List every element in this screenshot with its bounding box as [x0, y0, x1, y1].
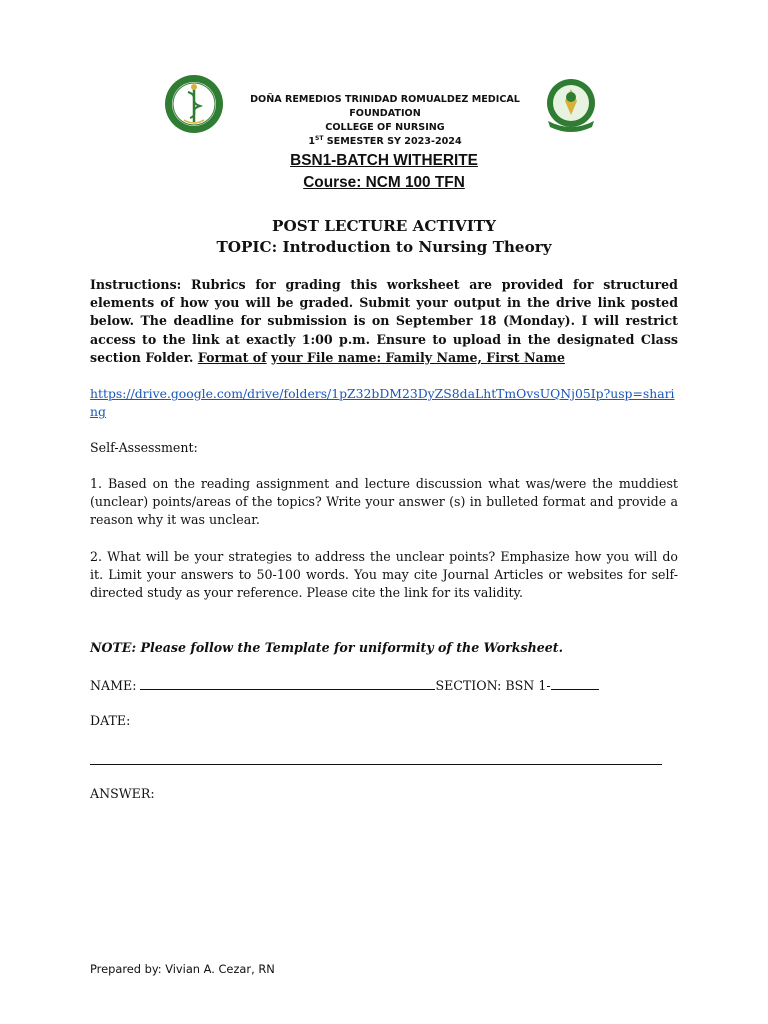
- section-label: SECTION: BSN 1-: [435, 678, 551, 693]
- topic-title: TOPIC: Introduction to Nursing Theory: [216, 238, 552, 256]
- question-1: 1. Based on the reading assignment and lecture discussion what was/were the muddiest (unclear) points/areas of the topics? Write your answer (s) in bulleted format and provide a reason why it was unclear.: [90, 476, 678, 528]
- foundation-name: DOÑA REMEDIOS TRINIDAD ROMUALDEZ MEDICAL FOUNDATION: [250, 94, 520, 119]
- semester-suffix: ST: [315, 134, 324, 142]
- college-name: COLLEGE OF NURSING: [325, 122, 445, 133]
- batch-title: BSN1-BATCH WITHERITE: [290, 152, 478, 169]
- semester-line: [230, 135, 540, 149]
- activity-title: POST LECTURE ACTIVITY: [272, 217, 496, 235]
- section-blank[interactable]: [551, 676, 599, 690]
- question-2: 2. What will be your strategies to address the unclear points? Emphasize how you will do it. Limit your answers to 50-100 words. You may cite Journal Articles or websites for self-directed study as your reference. Please cite the link for its validity.: [90, 549, 678, 601]
- drive-link[interactable]: https://drive.google.com/drive/folders/1pZ32bDM23DyZS8daLhtTmOvsUQNj05Ip?usp=sharing: [90, 386, 675, 420]
- self-assessment-label: Self-Assessment:: [90, 440, 198, 455]
- semester-number: 1: [308, 136, 316, 147]
- template-note: NOTE: Please follow the Template for uniformity of the Worksheet.: [90, 640, 563, 655]
- institution-header: [230, 93, 540, 149]
- activity-block: [0, 216, 768, 258]
- semester-text: SEMESTER SY 2023-2024: [323, 136, 462, 147]
- name-blank[interactable]: [140, 676, 435, 690]
- name-label: NAME:: [90, 678, 141, 693]
- prepared-by: Prepared by: Vivian A. Cezar, RN: [90, 962, 275, 976]
- foundation-seal-logo-icon: [164, 74, 224, 134]
- course-title: Course: NCM 100 TFN: [303, 174, 465, 191]
- format-label: Format of: [197, 349, 267, 365]
- instructions-text: Instructions: Rubrics for grading this worksheet are provided for structured elements of how you will be graded. Submit your output in the drive link posted below. The deadline for submission is on September 18 (Monday). I will restrict access to the link at exactly 1:00 p.m. Ensure to upload in the designated Class section Folder.: [90, 277, 678, 365]
- name-section-line: [90, 676, 599, 695]
- instructions-paragraph: [90, 276, 678, 367]
- date-line[interactable]: [90, 764, 662, 765]
- format-value: your File name: Family Name, First Name: [271, 349, 565, 365]
- date-label: DATE:: [90, 713, 131, 728]
- course-block: [0, 150, 768, 194]
- college-of-nursing-logo-icon: [544, 77, 598, 135]
- answer-label: ANSWER:: [90, 786, 155, 801]
